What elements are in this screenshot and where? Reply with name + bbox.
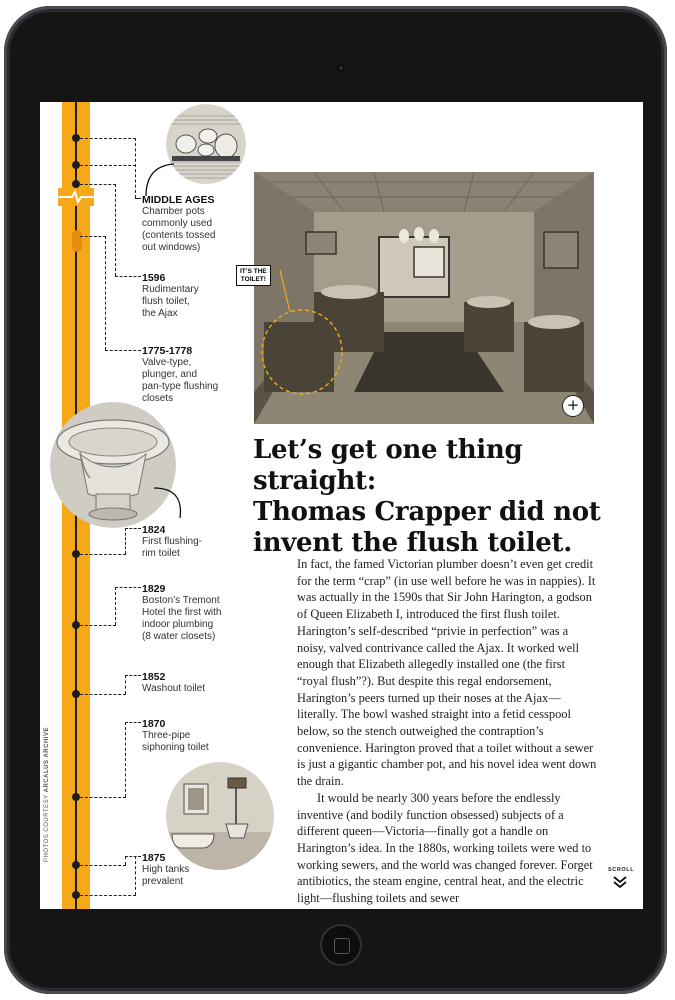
- magazine-page: [40, 102, 643, 909]
- timeline-text: Rudimentary flush toilet, the Ajax: [142, 284, 199, 319]
- timeline-entry-1824: [142, 524, 202, 560]
- timeline-entry-1829: [142, 583, 221, 643]
- timeline-entry-1870: [142, 718, 209, 754]
- timeline-year: 1852: [142, 671, 166, 683]
- timeline-dot: [72, 861, 80, 869]
- timeline-entry-1875: [142, 852, 189, 888]
- body-paragraph: In fact, the famed Victorian plumber doesn’t even get credit for the term “crap” (in use well before he was in nappies). It was actually in the 1590s that Sir John Harington, a godson of Queen Elizabeth I, introduced the first flush toilet. Harington’s self-described “privie in perfection” was a noisy, valved contrivance called the Ajax. It worked well enough that Elizabeth allegedly installed one (the first “royal flush”?). But despite this regal endorsement, Harington’s peers turned up their noses at the Ajax—literally. The bowl washed straight into a fetid cesspool below, so the stench outweighed the contraption’s convenience. Harington proved that a toilet without a sewer is just a gigantic chamber pot, and his novel idea went down the drain.: [297, 557, 597, 789]
- timeline-dot: [72, 550, 80, 558]
- pointer-line: [150, 482, 190, 522]
- timeline-text: Boston’s Tremont Hotel the first with indoor plumbing (8 water closets): [142, 595, 222, 642]
- timeline-text: Valve-type, plunger, and pan-type flushing closets: [142, 357, 219, 404]
- timeline-dot: [72, 134, 80, 142]
- timeline-dot: [72, 891, 80, 899]
- timeline-year: 1596: [142, 272, 166, 284]
- timeline-entry-1852: [142, 671, 205, 695]
- timeline-year: 1824: [142, 524, 166, 536]
- home-button[interactable]: [320, 924, 362, 966]
- timeline-year: MIDDLE AGES: [142, 194, 215, 206]
- timeline-entry-middle-ages: [142, 194, 215, 254]
- chevron-down-icon[interactable]: [612, 875, 628, 889]
- scroll-label[interactable]: SCROLL: [608, 867, 635, 873]
- timeline-dot: [72, 690, 80, 698]
- timeline-text: High tanks prevalent: [142, 864, 190, 887]
- hero-callout: IT’S THE TOILET!: [236, 265, 271, 286]
- front-camera: [337, 64, 345, 72]
- timeline-dot: [72, 180, 80, 188]
- timeline-entry-1596: [142, 272, 199, 320]
- article-body: [297, 556, 597, 907]
- timeline-entry-1775: [142, 345, 218, 405]
- victorian-bathroom-image[interactable]: [254, 172, 594, 424]
- photo-credit-name: ARCALUS ARCHIVE: [44, 727, 50, 793]
- timeline-text: First flushing- rim toilet: [142, 536, 203, 559]
- timeline-text: Chamber pots commonly used (contents tossed out windows): [142, 206, 216, 253]
- timeline-marker: [72, 230, 82, 252]
- timeline-year: 1829: [142, 583, 166, 595]
- timeline-year: 1870: [142, 718, 166, 730]
- pointer-line: [144, 158, 184, 198]
- timeline-dot: [72, 161, 80, 169]
- tablet-device: [4, 6, 667, 994]
- high-tank-bathroom-image: [166, 762, 274, 870]
- article-headline: Let’s get one thing straight: Thomas Crapper did not invent the flush toilet.: [253, 435, 601, 558]
- timeline-dot: [72, 793, 80, 801]
- timeline-dot: [72, 621, 80, 629]
- timeline-text: Washout toilet: [142, 683, 205, 694]
- timeline-text: Three-pipe siphoning toilet: [142, 730, 209, 753]
- photo-credit: [44, 727, 50, 862]
- timeline-year: 1875: [142, 852, 166, 864]
- body-paragraph: It would be nearly 300 years before the endlessly inventive (and bodily function obsessed) subjects of a different queen—Victoria—finally got a handle on Harington’s idea. In the 1880s, working toilets were wed to working sewers, and the world was changed forever. Forget antibiotics, the steam engine, central heat, and the electric light—flushing toilets and sewer: [297, 790, 593, 906]
- break-mark-icon: [58, 188, 94, 206]
- expand-image-button[interactable]: +: [562, 395, 584, 417]
- photo-credit-prefix: PHOTOS COURTESY: [44, 792, 50, 862]
- timeline-year: 1775-1778: [142, 345, 193, 357]
